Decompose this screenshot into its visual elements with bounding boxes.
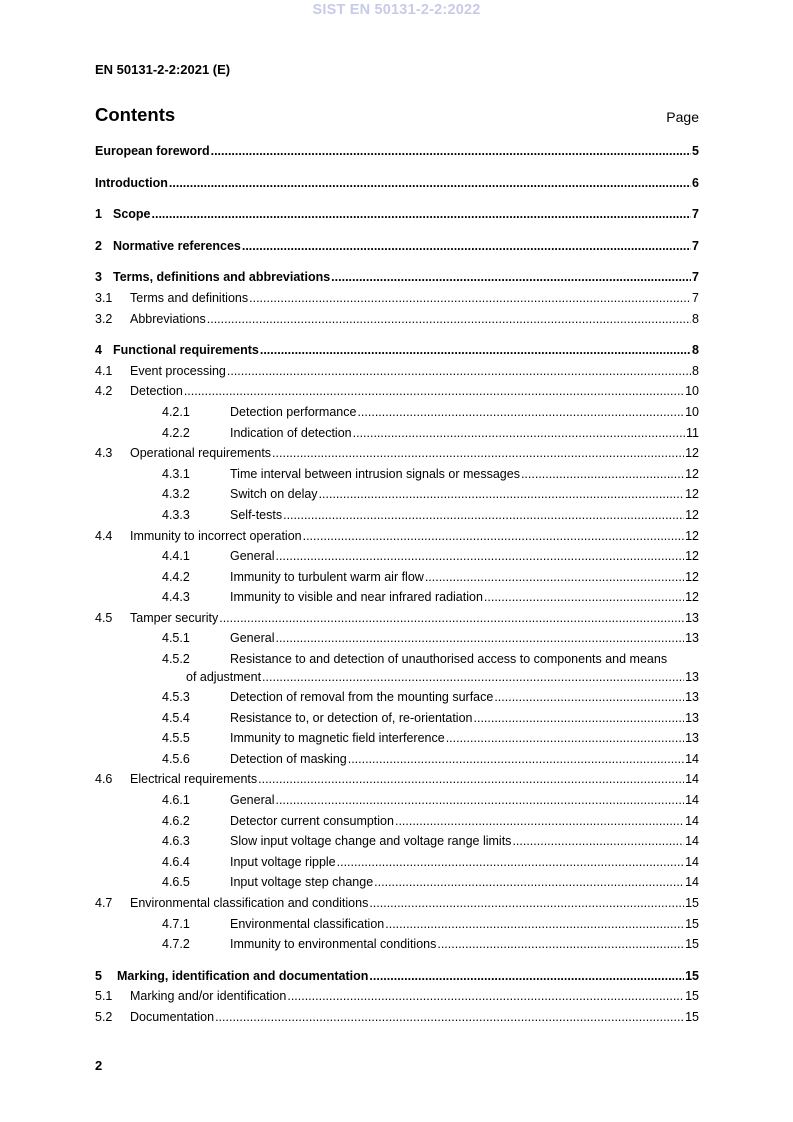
toc-entry-title: Environmental classification [230, 916, 385, 931]
toc-entry-number: 4.2.1 [162, 404, 190, 419]
toc-entry-title: Event processing [130, 363, 226, 378]
toc-entry-number: 5.1 [95, 989, 113, 1004]
toc-entry-page: 13 [685, 670, 699, 685]
toc-entry-number: 4.4.2 [162, 569, 190, 584]
toc-entry-title: Detection performance [230, 404, 357, 419]
dot-leader [219, 608, 684, 629]
toc-entry-page: 12 [685, 507, 699, 522]
toc-entry-page: 12 [685, 590, 699, 605]
toc-entry-4-7-1[interactable] [95, 914, 699, 935]
toc-entry-4-5-6[interactable] [95, 749, 699, 770]
toc-entry-1-scope[interactable] [95, 204, 699, 225]
toc-entry-4-2-1[interactable] [95, 402, 699, 423]
toc-entry-page: 5 [692, 144, 699, 158]
toc-entry-number: 4.4.1 [162, 549, 190, 564]
dot-leader [425, 567, 684, 588]
dot-leader [353, 423, 685, 444]
toc-entry-title: Immunity to visible and near infrared radiation [230, 590, 483, 605]
toc-entry-number: 4.6.1 [162, 793, 190, 808]
toc-entry-4-3-3[interactable] [95, 505, 699, 526]
toc-entry-number: 4.7.2 [162, 937, 190, 952]
dot-leader [184, 381, 684, 402]
toc-entry-title: General [230, 549, 275, 564]
dot-leader [152, 204, 692, 225]
toc-entry-title-line1: Resistance to and detection of unauthorised access to components and means [230, 652, 668, 667]
toc-entry-4-5[interactable] [95, 608, 699, 629]
dot-leader [357, 402, 684, 423]
contents-header [95, 104, 699, 130]
toc-entry-title: Resistance to, or detection of, re-orientation [230, 710, 473, 725]
toc-entry-title: Introduction [95, 175, 168, 190]
dot-leader [287, 986, 684, 1007]
watermark: SIST EN 50131-2-2:2022 [312, 2, 481, 18]
toc-entry-title: Self-tests [230, 507, 283, 522]
dot-leader [275, 790, 684, 811]
toc-entry-number: 5.2 [95, 1009, 113, 1024]
toc-entry-number: 4.3 [95, 446, 113, 461]
dot-leader [207, 309, 691, 330]
toc-entry-4-4-2[interactable] [95, 567, 699, 588]
toc-entry-page: 12 [685, 466, 699, 481]
toc-entry-title: Environmental classification and conditions [130, 896, 369, 910]
dot-leader [319, 484, 685, 505]
footer-page-number: 2 [95, 1058, 103, 1073]
toc-entry-4-4[interactable] [95, 526, 699, 547]
table-of-contents [95, 141, 699, 1028]
toc-entry-number: 4.2.2 [162, 425, 190, 440]
toc-entry-number: 4.6.4 [162, 854, 190, 869]
dot-leader [474, 708, 685, 729]
dot-leader [337, 852, 684, 873]
toc-entry-page: 11 [686, 425, 699, 440]
toc-entry-page: 13 [685, 690, 699, 705]
toc-entry-page: 15 [685, 968, 699, 983]
toc-entry-4-6-4[interactable] [95, 852, 699, 873]
toc-entry-number: 4.5.6 [162, 751, 190, 766]
dot-leader [215, 1007, 684, 1028]
toc-entry-3-2[interactable] [95, 309, 699, 330]
toc-entry-number: 4.1 [95, 363, 113, 378]
dot-leader [331, 267, 691, 288]
dot-leader [242, 236, 691, 257]
dot-leader [211, 141, 691, 162]
toc-entry-5-1[interactable] [95, 986, 699, 1007]
toc-entry-title: Detection [130, 384, 183, 399]
toc-entry-5-marking[interactable] [95, 966, 699, 987]
toc-entry-title: Terms, definitions and abbreviations [113, 270, 331, 285]
toc-entry-page: 7 [692, 270, 699, 285]
dot-leader [275, 628, 684, 649]
toc-entry-number: 4 [95, 343, 102, 358]
toc-entry-2-normative-references[interactable] [95, 236, 699, 257]
toc-entry-title: General [230, 631, 275, 646]
toc-entry-4-7-2[interactable] [95, 934, 699, 955]
dot-leader [369, 893, 684, 914]
toc-entry-number: 4.5.5 [162, 731, 190, 746]
toc-entry-number: 4.5 [95, 610, 113, 625]
toc-entry-introduction[interactable] [95, 173, 699, 194]
dot-leader [227, 361, 691, 382]
toc-entry-title: Operational requirements [130, 446, 272, 461]
toc-entry-title: Indication of detection [230, 425, 352, 440]
toc-entry-page: 14 [685, 875, 699, 890]
toc-entry-number: 4.3.1 [162, 466, 190, 481]
toc-entry-page: 14 [685, 813, 699, 828]
toc-entry-page: 12 [685, 446, 699, 461]
dot-leader [258, 769, 684, 790]
toc-entry-4-3-1[interactable] [95, 464, 699, 485]
toc-entry-title: Immunity to magnetic field interference [230, 731, 445, 746]
toc-entry-4-4-1[interactable] [95, 546, 699, 567]
dot-leader [283, 505, 684, 526]
toc-entry-4-5-4[interactable] [95, 708, 699, 729]
toc-entry-page: 14 [685, 772, 699, 787]
toc-entry-number: 4.4 [95, 528, 113, 543]
toc-entry-page: 13 [685, 610, 699, 625]
toc-entry-number: 4.4.3 [162, 590, 190, 605]
toc-entry-4-1[interactable] [95, 361, 699, 382]
toc-entry-number: 4.3.2 [162, 487, 190, 502]
toc-entry-page: 14 [685, 793, 699, 808]
toc-entry-number: 4.5.3 [162, 690, 190, 705]
toc-entry-number: 4.5.2 [162, 652, 190, 667]
dot-leader [275, 546, 684, 567]
toc-entry-title: Switch on delay [230, 487, 318, 502]
toc-entry-page: 10 [685, 404, 699, 419]
dot-leader [169, 173, 691, 194]
toc-entry-title: Scope [113, 207, 151, 222]
toc-entry-4-7[interactable] [95, 893, 699, 914]
toc-entry-page: 13 [685, 631, 699, 646]
toc-entry-title: Immunity to turbulent warm air flow [230, 569, 424, 584]
toc-entry-number: 2 [95, 238, 102, 253]
toc-entry-title: European foreword [95, 144, 210, 158]
toc-entry-page: 15 [685, 1009, 699, 1024]
dot-leader [369, 966, 684, 987]
toc-entry-title: General [230, 793, 275, 808]
toc-entry-page: 12 [685, 487, 699, 502]
toc-entry-4-5-1[interactable] [95, 628, 699, 649]
toc-entry-4-6-5[interactable] [95, 872, 699, 893]
toc-entry-page: 13 [685, 731, 699, 746]
toc-entry-number: 4.7.1 [162, 916, 190, 931]
toc-entry-title: Marking and/or identification [130, 989, 287, 1004]
toc-entry-page: 6 [692, 175, 699, 190]
toc-entry-title: Detector current consumption [230, 813, 394, 828]
toc-entry-title-line2: of adjustment [186, 670, 262, 685]
dot-leader [272, 443, 684, 464]
toc-entry-number: 4.7 [95, 896, 113, 910]
toc-entry-title: Tamper security [130, 610, 219, 625]
toc-entry-4-6[interactable] [95, 769, 699, 790]
toc-entry-title: Detection of masking [230, 751, 347, 766]
toc-entry-title: Electrical requirements [130, 772, 258, 787]
dot-leader [385, 914, 684, 935]
dot-leader [521, 464, 684, 485]
toc-entry-page: 8 [692, 311, 699, 326]
toc-entry-title: Functional requirements [113, 343, 259, 358]
toc-entry-title: Detection of removal from the mounting surface [230, 690, 494, 705]
toc-entry-page: 10 [685, 384, 699, 399]
toc-entry-title: Terms and definitions [130, 290, 249, 305]
toc-entry-4-4-3[interactable] [95, 587, 699, 608]
toc-entry-page: 15 [685, 896, 699, 910]
toc-entry-page: 7 [692, 207, 699, 222]
dot-leader [262, 667, 684, 688]
toc-entry-4-6-2[interactable] [95, 811, 699, 832]
dot-leader [374, 872, 684, 893]
toc-entry-number: 4.3.3 [162, 507, 190, 522]
toc-entry-4-5-2[interactable] [95, 649, 699, 687]
toc-entry-4-5-5[interactable] [95, 728, 699, 749]
toc-entry-title: Normative references [113, 238, 241, 253]
dot-leader [446, 728, 684, 749]
toc-entry-title: Documentation [130, 1009, 215, 1024]
toc-entry-4-2-2[interactable] [95, 423, 699, 444]
toc-entry-page: 14 [685, 854, 699, 869]
toc-entry-page: 8 [692, 363, 699, 378]
toc-entry-number: 1 [95, 207, 102, 222]
toc-entry-title: Input voltage step change [230, 875, 374, 890]
toc-entry-4-3[interactable] [95, 443, 699, 464]
toc-entry-number: 4.6.2 [162, 813, 190, 828]
toc-entry-number: 4.2 [95, 384, 113, 399]
toc-entry-number: 4.6.5 [162, 875, 190, 890]
dot-leader [249, 288, 691, 309]
toc-entry-4-2[interactable] [95, 381, 699, 402]
toc-entry-page: 15 [685, 989, 699, 1004]
toc-entry-title: Time interval between intrusion signals or messages [230, 466, 520, 481]
toc-entry-page: 12 [685, 569, 699, 584]
toc-entry-page: 8 [692, 343, 699, 358]
toc-entry-title: Immunity to incorrect operation [130, 528, 302, 543]
dot-leader [348, 749, 684, 770]
toc-entry-page: 14 [685, 834, 699, 849]
toc-entry-number: 3.2 [95, 311, 113, 326]
toc-entry-number: 3 [95, 270, 102, 285]
toc-entry-title: Abbreviations [130, 311, 206, 326]
page-column-label: Page [666, 109, 699, 125]
toc-entry-title: Immunity to environmental conditions [230, 937, 437, 952]
toc-entry-page: 12 [685, 549, 699, 564]
toc-entry-3-1[interactable] [95, 288, 699, 309]
toc-entry-page: 14 [685, 751, 699, 766]
dot-leader [484, 587, 684, 608]
toc-entry-4-6-3[interactable] [95, 831, 699, 852]
dot-leader [395, 811, 684, 832]
toc-entry-number: 3.1 [95, 290, 113, 305]
toc-entry-number: 4.5.4 [162, 710, 190, 725]
toc-entry-4-3-2[interactable] [95, 484, 699, 505]
toc-entry-4-functional-requirements[interactable] [95, 340, 699, 361]
toc-entry-page: 7 [692, 290, 699, 305]
toc-entry-5-2[interactable] [95, 1007, 699, 1028]
toc-entry-page: 13 [685, 710, 699, 725]
toc-entry-number: 5 [95, 968, 102, 983]
toc-entry-page: 15 [685, 937, 699, 952]
toc-entry-page: 12 [685, 528, 699, 543]
toc-entry-page: 7 [692, 238, 699, 253]
document-reference: EN 50131-2-2:2021 (E) [95, 62, 231, 77]
dot-leader [437, 934, 684, 955]
toc-entry-title: Slow input voltage change and voltage range limits [230, 834, 512, 849]
toc-entry-4-6-1[interactable] [95, 790, 699, 811]
page-title: Contents [95, 104, 176, 125]
dot-leader [512, 831, 684, 852]
toc-entry-title: Marking, identification and documentation [117, 968, 369, 983]
toc-entry-page: 15 [685, 916, 699, 931]
toc-entry-number: 4.6 [95, 772, 113, 787]
dot-leader [494, 687, 684, 708]
toc-entry-number: 4.5.1 [162, 631, 190, 646]
toc-entry-title: Input voltage ripple [230, 854, 336, 869]
dot-leader [303, 526, 684, 547]
toc-entry-4-5-3[interactable] [95, 687, 699, 708]
toc-entry-3-terms[interactable] [95, 267, 699, 288]
dot-leader [260, 340, 691, 361]
toc-entry-european-foreword[interactable] [95, 141, 699, 162]
toc-entry-number: 4.6.3 [162, 834, 190, 849]
